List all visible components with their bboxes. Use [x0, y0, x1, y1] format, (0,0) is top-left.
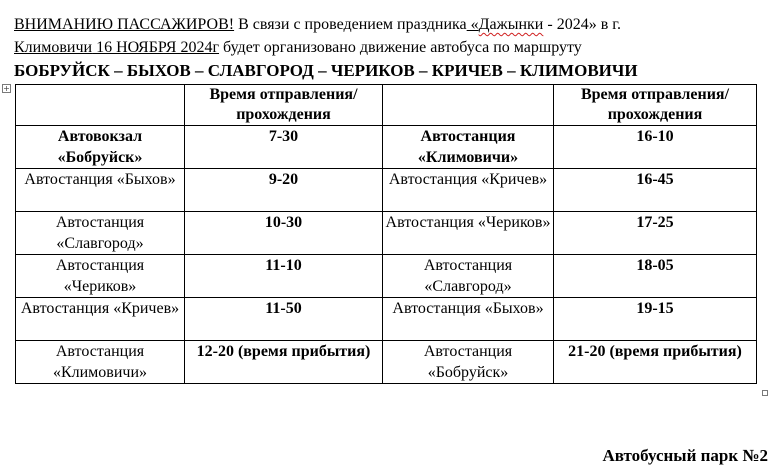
stop-return: Автостанция «Чериков»: [383, 212, 554, 255]
table-row: [16, 341, 757, 384]
time-outbound: 11-10: [185, 255, 383, 298]
time-return: 21-20 (время прибытия): [554, 341, 757, 384]
time-return: 19-15: [554, 298, 757, 341]
stop-outbound: Автостанция «Климовичи»: [16, 341, 185, 384]
header-stop-return: [383, 85, 554, 126]
time-outbound: 12-20 (время прибытия): [185, 341, 383, 384]
table-row: [16, 298, 757, 341]
table-row: [16, 255, 757, 298]
header-time-return: Время отправления/ прохождения: [554, 85, 757, 126]
stop-return: Автостанция «Кричев»: [383, 169, 554, 212]
stop-return: Автостанция «Климовичи»: [383, 126, 554, 169]
announcement-festival-name: Дажынки: [478, 16, 544, 33]
announcement-text-4: будет организовано движение автобуса по маршруту: [219, 39, 582, 56]
table-row: [16, 126, 757, 169]
time-return: 18-05: [554, 255, 757, 298]
header-time-outbound: Время отправления/ прохождения: [185, 85, 383, 126]
announcement-date: 16 НОЯБРЯ 2024г: [92, 39, 220, 56]
stop-outbound: Автостанция «Славгород»: [16, 212, 185, 255]
time-return: 16-45: [554, 169, 757, 212]
table-resize-handle[interactable]: [762, 390, 768, 396]
stop-return: Автостанция «Славгород»: [383, 255, 554, 298]
stop-outbound: Автостанция «Быхов»: [16, 169, 185, 212]
announcement-text-3: - 2024» в г.: [543, 16, 621, 33]
time-outbound: 9-20: [185, 169, 383, 212]
stop-outbound: Автовокзал «Бобруйск»: [16, 126, 185, 169]
route-title: БОБРУЙСК – БЫХОВ – СЛАВГОРОД – ЧЕРИКОВ – КРИЧЕВ – КЛИМОВИЧИ: [14, 61, 638, 80]
announcement-text-1: В связи с проведением праздника: [234, 16, 467, 33]
stop-return: Автостанция «Быхов»: [383, 298, 554, 341]
announcement-text: [14, 13, 774, 59]
footer-signature: Автобусный парк №2: [602, 446, 768, 465]
table-row: [16, 212, 757, 255]
header-stop-outbound: [16, 85, 185, 126]
schedule-table: [15, 84, 757, 384]
move-table-icon[interactable]: +: [3, 84, 10, 93]
announcement-text-2: «: [466, 16, 479, 33]
stop-return: Автостанция «Бобруйск»: [383, 341, 554, 384]
stop-outbound: Автостанция «Кричев»: [16, 298, 185, 341]
time-return: 17-25: [554, 212, 757, 255]
time-outbound: 10-30: [185, 212, 383, 255]
time-outbound: 11-50: [185, 298, 383, 341]
table-header-row: [16, 85, 757, 126]
announcement-attention: ВНИМАНИЮ ПАССАЖИРОВ!: [14, 16, 235, 33]
stop-outbound: Автостанция «Чериков»: [16, 255, 185, 298]
table-row: [16, 169, 757, 212]
time-outbound: 7-30: [185, 126, 383, 169]
announcement-city: Климовичи: [14, 39, 93, 56]
time-return: 16-10: [554, 126, 757, 169]
